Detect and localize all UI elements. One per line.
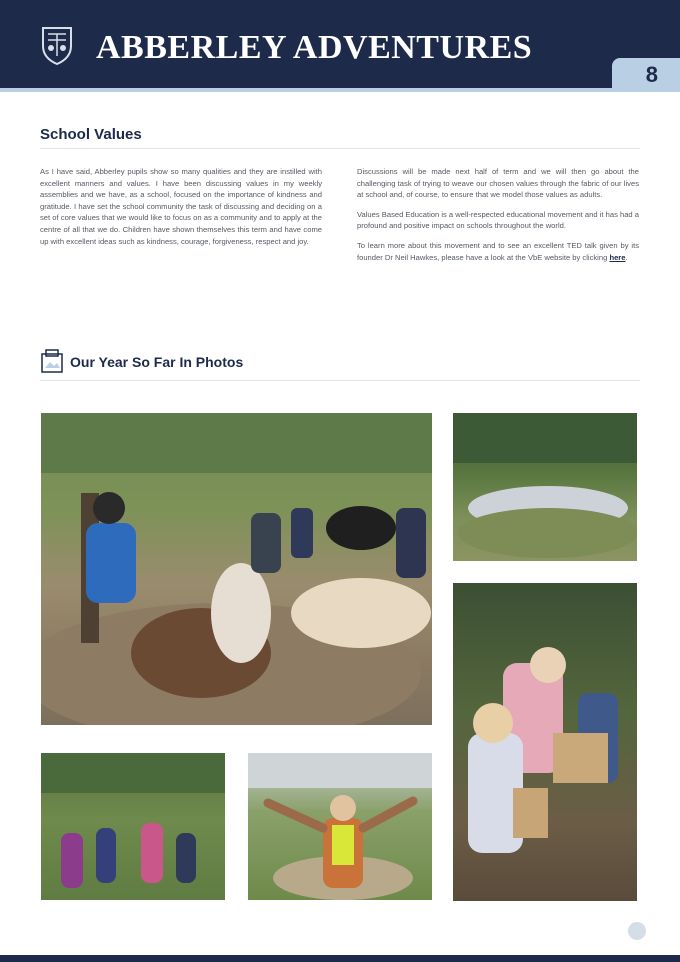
vbe-website-link[interactable]: here xyxy=(609,252,626,262)
photo-boy-arms-out xyxy=(248,753,432,900)
photo-frame-icon xyxy=(40,348,64,374)
paragraph: Values Based Education is a well-respected educational movement and it has had a profound and positive impact on schools throughout the world. xyxy=(357,209,639,231)
page-number: 8 xyxy=(645,62,658,87)
right-text-column xyxy=(357,166,639,271)
section-divider xyxy=(40,148,640,149)
paragraph: Discussions will be made next half of term and we will then go about the challenging task of trying to weave our chosen values through the fabric of our lives at school and, of course, to ensure that we model those values as adults. xyxy=(357,167,639,200)
section-divider xyxy=(40,380,640,381)
page-footer-bar xyxy=(0,955,680,962)
decorative-dot xyxy=(628,922,646,940)
page-number-tab xyxy=(612,58,680,90)
page-header xyxy=(0,0,680,88)
paragraph-with-link: To learn more about this movement and to see an excellent TED talk given by its founder Dr Neil Hawkes, please have a look at the VbE website by clicking here. xyxy=(357,240,639,262)
photo-children-bags xyxy=(453,583,637,901)
paragraph: As I have said, Abberley pupils show so many qualities and they are instilled with excellent manners and values. I have been discussing values in my weekly assemblies and we have, as a school, focused on the importance of kindness and gratitude. I have set the school community the task of discussing and deciding on a set of core values that we would like to focus on as a community and to apply at the centre of all that we do. Children have shown themselves this term and have come up with excellent ideas such as kindness, courage, forgiveness, respect and joy. xyxy=(40,167,322,246)
section-title-photos: Our Year So Far In Photos xyxy=(70,354,244,370)
photo-children-field xyxy=(41,753,225,900)
paragraph-text: To learn more about this movement and to see an excellent TED talk given by its founder Dr Neil Hawkes, please have a look at the VbE website by clicking xyxy=(357,240,639,262)
left-text-column xyxy=(40,166,322,255)
photo-children-circle xyxy=(453,413,637,561)
school-crest-icon xyxy=(40,24,74,66)
section-title-school-values: School Values xyxy=(40,126,142,143)
photo-pony-riding xyxy=(41,413,432,725)
header-accent-rule xyxy=(0,88,680,92)
magazine-title: ABBERLEY ADVENTURES xyxy=(96,29,533,66)
